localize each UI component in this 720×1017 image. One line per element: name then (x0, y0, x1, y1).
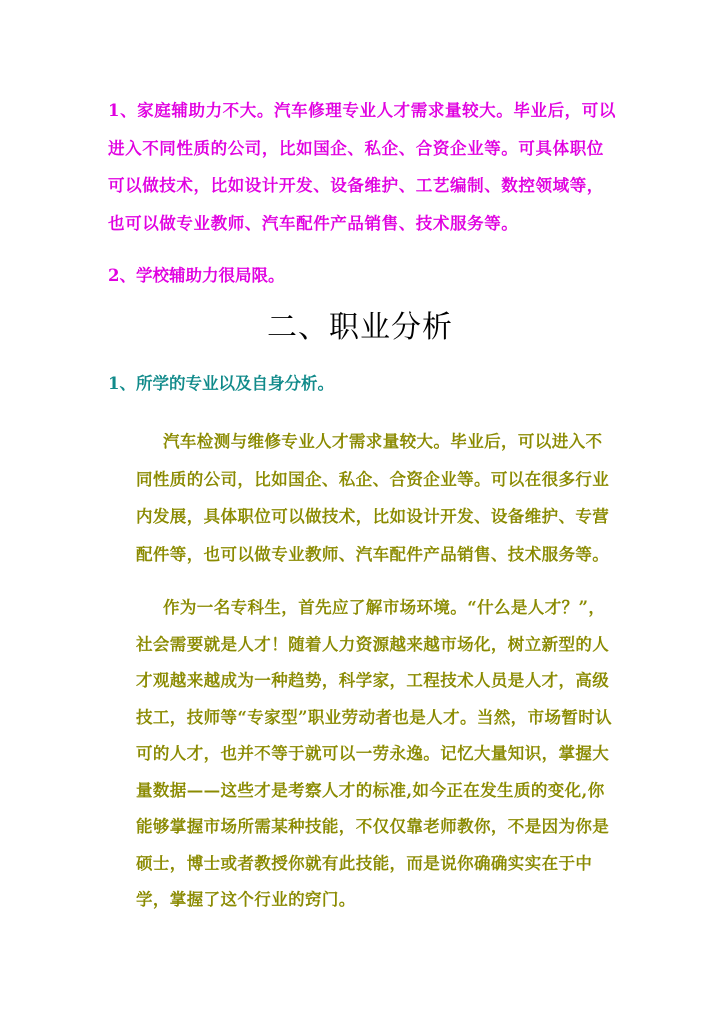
body-paragraph-2: 作为一名专科生，首先应了解市场环境。“什么是人才？”，社会需要就是人才！随着人力资源越来越市场化，树立新型的人才观越来越成为一种趋势，科学家，工程技术人员是人才，高级技工，技师等“专家型”职业劳动者也是人才。当然，市场暂时认可的人才，也并不等于就可以一劳永逸。记忆大量知识，掌握大量数据——这些才是考察人才的标准,如今正在发生质的变化,你能够掌握市场所需某种技能，不仅仅靠老师教你，不是因为你是硕士，博士或者教授你就有此技能，而是说你确确实实在于中学，掌握了这个行业的窍门。 (136, 598, 613, 909)
section-subheading: 1、所学的专业以及自身分析。 (108, 374, 334, 393)
intro-item-1: 1、家庭辅助力不大。汽车修理专业人才需求量较大。毕业后，可以进入不同性质的公司，比如国企、私企、合资企业等。可具体职位可以做技术，比如设计开发、设备维护、工艺编制、数控领域等，也可以做专业教师、汽车配件产品销售、技术服务等。 (108, 101, 616, 233)
section-heading: 二、职业分析 (267, 310, 453, 345)
intro-item-2: 2、学校辅助力很局限。 (108, 266, 285, 285)
body-paragraph-1: 汽车检测与维修专业人才需求量较大。毕业后，可以进入不同性质的公司，比如国企、私企、合资企业等。可以在很多行业内发展，具体职位可以做技术，比如设计开发、设备维护、专营配件等，也可以做专业教师、汽车配件产品销售、技术服务等。 (136, 432, 610, 564)
